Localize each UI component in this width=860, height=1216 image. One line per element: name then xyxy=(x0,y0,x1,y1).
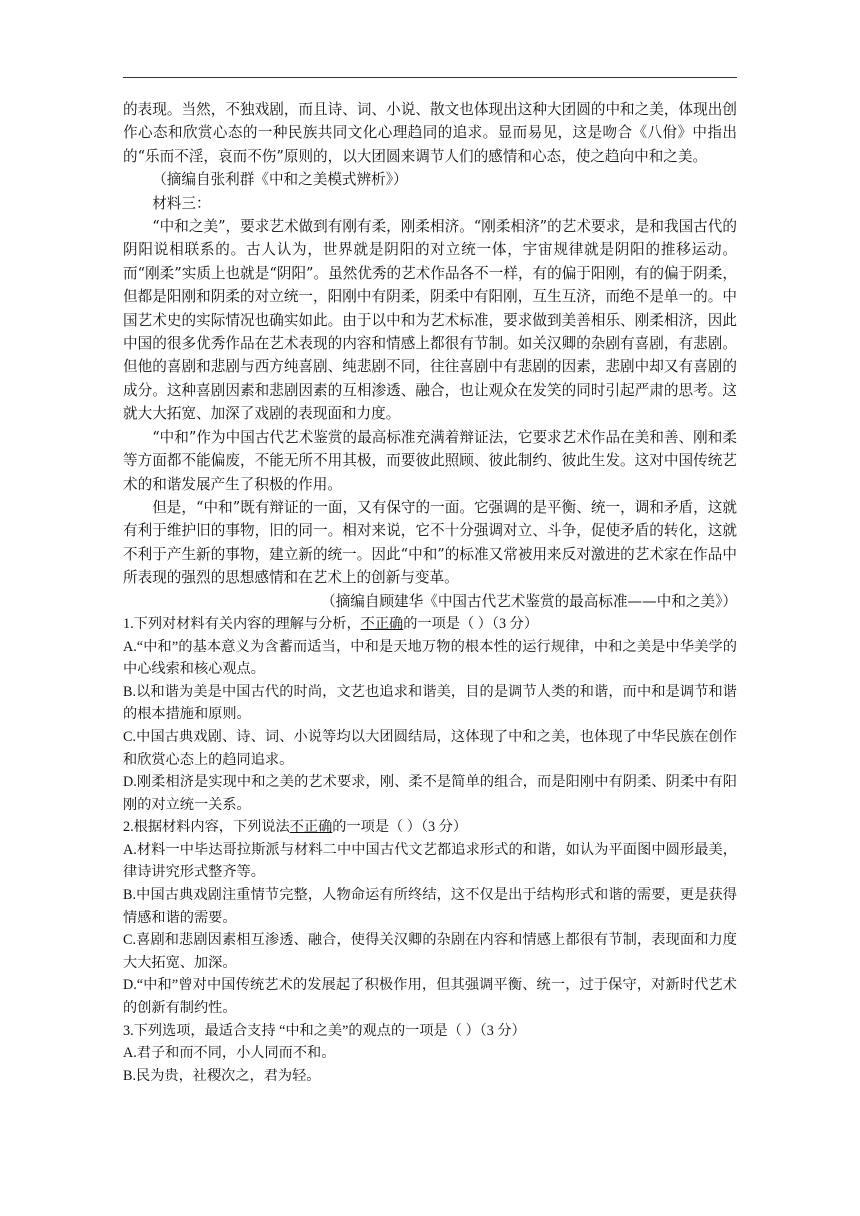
q1-stem-underlined: 不正确 xyxy=(360,615,404,632)
q3-option-a: A.君子和而不同，小人同而不和。 xyxy=(123,1045,336,1062)
q1-stem-post: 的一项是（ ）（3 分） xyxy=(403,615,539,632)
q2-option-c: C.喜剧和悲剧因素相互渗透、融合，使得关汉卿的杂剧在内容和情感上都很有节制，表现面和力度大大拓宽、加深。 xyxy=(123,932,737,971)
header-rule xyxy=(123,77,737,78)
material3-label: 材料三： xyxy=(152,194,211,212)
material3-source: （摘编自顾建华《中国古代艺术鉴赏的最高标准——中和之美》） xyxy=(321,592,737,610)
q2-stem-pre: 2.根据材料内容，下列说法 xyxy=(123,819,290,836)
question-3-stem: 3.下列选项，最适合支持 “中和之美”的观点的一项是（ ）（3 分） xyxy=(123,1022,526,1039)
q2-stem-post: 的一项是（ ）（3 分） xyxy=(332,819,468,836)
q1-option-c: C.中国古典戏剧、诗、词、小说等均以大团圆结局，这体现了中和之美，也体现了中华民族在创作和欣赏心态上的趋同追求。 xyxy=(123,728,737,768)
material3-paragraph-3: 但是，“中和”既有辩证的一面，又有保守的一面。它强调的是平衡、统一，调和矛盾，这就有利于维护旧的事物，旧的同一。相对来说，它不十分强调对立、斗争，促使矛盾的转化，这就不利于产生新的事物，建立新的统一。因此“中和”的标准又常被用来反对激进的艺术家在作品中所表现的强烈的思想感情和在艺术上的创新与变革。 xyxy=(123,498,737,587)
material2-tail-paragraph: 的表现。当然，不独戏剧，而且诗、词、小说、散文也体现出这种大团圆的中和之美，体现出创作心态和欣赏心态的一种民族共同文化心理趋同的追求。显而易见，这是吻合《八佾》中指出的“乐而不淫，哀而不伤”原则的，以大团圆来调节人们的感情和心态，使之趋向中和之美。 xyxy=(123,101,737,165)
q1-option-d: D.刚柔相济是实现中和之美的艺术要求，刚、柔不是简单的组合，而是阳刚中有阴柔、阴柔中有阳刚的对立统一关系。 xyxy=(123,774,737,813)
page-content xyxy=(123,98,737,1087)
q2-stem-underlined: 不正确 xyxy=(289,819,333,836)
q2-option-b: B.中国古典戏剧注重情节完整，人物命运有所终结，这不仅是出于结构形式和谐的需要，更是获得情感和谐的需要。 xyxy=(123,887,737,926)
q2-option-d: D.“中和”曾对中国传统艺术的发展起了积极作用，但其强调平衡、统一，过于保守，对新时代艺术的创新有制约性。 xyxy=(123,977,737,1017)
question-2-stem xyxy=(123,816,737,839)
q3-option-b: B.民为贵，社稷次之，君为轻。 xyxy=(123,1067,321,1084)
question-1-stem xyxy=(123,613,737,636)
material3-paragraph-2: “中和”作为中国古代艺术鉴赏的最高标准充满着辩证法，它要求艺术作品在美和善、刚和柔等方面都不能偏废，不能无所不用其极，而要彼此照顾、彼此制约、彼此生发。这对中国传统艺术的和谐发展产生了积极的作用。 xyxy=(123,428,737,493)
q1-stem-pre: 1.下列对材料有关内容的理解与分析， xyxy=(123,615,361,632)
q2-option-a: A.材料一中毕达哥拉斯派与材料二中中国古代文艺都追求形式的和谐，如认为平面图中圆形最美，律诗讲究形式整齐等。 xyxy=(123,841,737,881)
q1-option-a: A.“中和”的基本意义为含蓄而适当，中和是天地万物的根本性的运行规律，中和之美是中华美学的中心线索和核心观点。 xyxy=(123,638,737,678)
material2-source: （摘编自张利群《中和之美模式辨析》） xyxy=(152,171,408,189)
q1-option-b: B.以和谐为美是中国古代的时尚，文艺也追求和谐美，目的是调节人类的和谐，而中和是调节和谐的根本措施和原则。 xyxy=(123,683,737,723)
material3-paragraph-1: “中和之美”，要求艺术做到有刚有柔，刚柔相济。“刚柔相济”的艺术要求，是和我国古代的阴阳说相联系的。古人认为，世界就是阴阳的对立统一体，宇宙规律就是阴阳的推移运动。而“刚柔”实质上也就是“阴阳”。虽然优秀的艺术作品各不一样，有的偏于阳刚，有的偏于阴柔，但都是阳刚和阴柔的对立统一，阳刚中有阴柔，阴柔中有阳刚，互生互济，而绝不是单一的。中国艺术史的实际情况也确实如此。由于以中和为艺术标准，要求做到美善相乐、刚柔相济，因此中国的很多优秀作品在艺术表现的内容和情感上都很有节制。如关汉卿的杂剧有喜剧，有悲剧。但他的喜剧和悲剧与西方纯喜剧、纯悲剧不同，往往喜剧中有悲剧的因素，悲剧中却又有喜剧的成分。这种喜剧因素和悲剧因素的互相渗透、融合，也让观众在发笑的同时引起严肃的思考。这就大大拓宽、加深了戏剧的表现面和力度。 xyxy=(123,218,737,423)
